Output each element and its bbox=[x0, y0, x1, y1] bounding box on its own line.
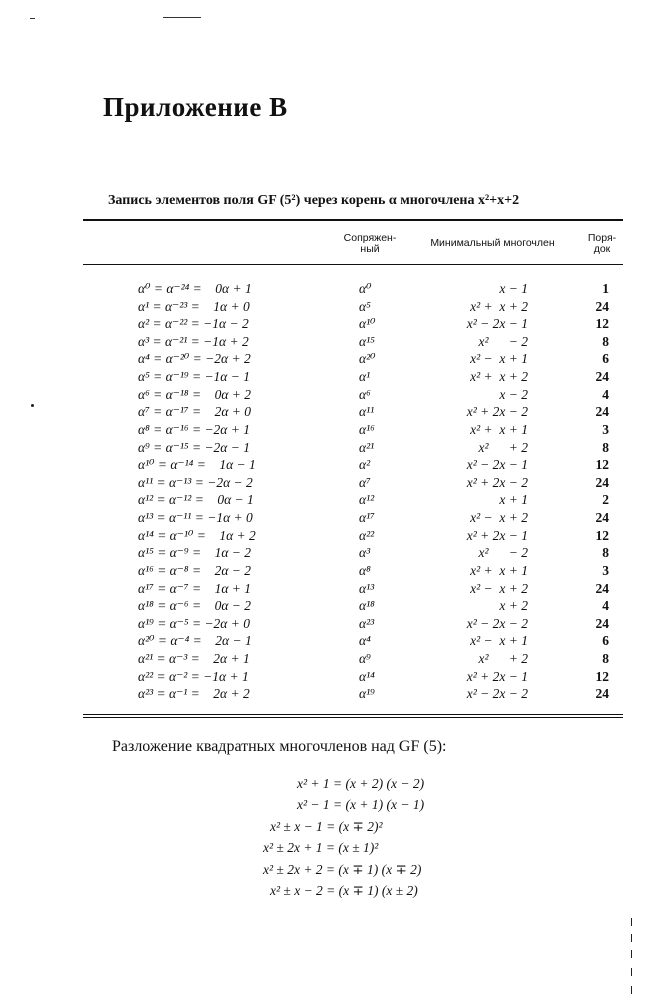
table-row bbox=[0, 439, 660, 457]
polynomial-cell: x² + x + 2 bbox=[470, 369, 528, 385]
table-row bbox=[0, 491, 660, 509]
table-row bbox=[0, 386, 660, 404]
element-cell: α⁹ = α⁻¹⁵ = −2α − 1 bbox=[138, 439, 251, 455]
order-cell: 2 bbox=[602, 492, 609, 508]
order-cell: 24 bbox=[595, 404, 609, 420]
element-cell: α¹³ = α⁻¹¹ = −1α + 0 bbox=[138, 510, 253, 526]
element-cell: α⁰ = α⁻²⁴ = 0α + 1 bbox=[138, 281, 252, 296]
conjugate-cell: α⁰ bbox=[359, 281, 372, 296]
order-cell: 3 bbox=[602, 421, 609, 437]
polynomial-cell: x² − 2x − 2 bbox=[466, 686, 528, 702]
order-cell: 24 bbox=[595, 615, 609, 631]
scan-mark bbox=[163, 17, 201, 18]
element-cell: α²⁰ = α⁻⁴ = 2α − 1 bbox=[138, 633, 252, 649]
header-conjugate-line1: Сопряжен- bbox=[343, 232, 397, 244]
conjugate-cell: α¹⁶ bbox=[359, 421, 375, 437]
polynomial-cell: x² + 2 bbox=[478, 651, 528, 667]
order-cell: 12 bbox=[595, 316, 609, 332]
scan-mark bbox=[631, 968, 632, 976]
polynomial-cell: x² + 2x − 2 bbox=[466, 404, 528, 420]
order-cell: 4 bbox=[602, 386, 609, 402]
table-row bbox=[0, 280, 660, 298]
scan-mark bbox=[30, 18, 35, 19]
polynomial-cell: x² − 2x − 1 bbox=[466, 316, 528, 332]
scan-mark bbox=[631, 918, 632, 926]
header-order-line2: док bbox=[593, 243, 611, 255]
order-cell: 24 bbox=[595, 369, 609, 385]
factorization-equation: x² ± x − 2 = (x ∓ 1) (x ± 2) bbox=[270, 883, 418, 898]
table-row bbox=[0, 368, 660, 386]
order-cell: 12 bbox=[595, 457, 609, 473]
conjugate-cell: α²¹ bbox=[359, 439, 375, 455]
table-row bbox=[0, 562, 660, 580]
polynomial-cell: x² + 2x − 1 bbox=[466, 527, 528, 543]
polynomial-cell: x² + 2 bbox=[478, 439, 528, 455]
header-minimal-polynomial: Минимальный многочлен bbox=[430, 237, 555, 249]
order-cell: 6 bbox=[602, 351, 609, 367]
table-row bbox=[0, 685, 660, 703]
element-cell: α⁷ = α⁻¹⁷ = 2α + 0 bbox=[138, 404, 252, 420]
element-cell: α¹² = α⁻¹² = 0α − 1 bbox=[138, 492, 254, 508]
order-cell: 24 bbox=[595, 298, 609, 314]
table-row bbox=[0, 509, 660, 527]
table-row bbox=[0, 597, 660, 615]
element-cell: α¹⁴ = α⁻¹⁰ = 1α + 2 bbox=[138, 527, 256, 543]
element-cell: α¹¹ = α⁻¹³ = −2α − 2 bbox=[138, 474, 253, 490]
polynomial-cell: x − 2 bbox=[499, 386, 528, 402]
order-cell: 24 bbox=[595, 580, 609, 596]
order-cell: 12 bbox=[595, 668, 609, 684]
conjugate-cell: α¹⁰ bbox=[359, 316, 376, 332]
conjugate-cell: α¹⁷ bbox=[359, 510, 375, 526]
element-cell: α²³ = α⁻¹ = 2α + 2 bbox=[138, 686, 250, 702]
polynomial-cell: x² + 2x − 2 bbox=[466, 474, 528, 490]
polynomial-cell: x² − x + 2 bbox=[470, 510, 528, 526]
conjugate-cell: α²⁰ bbox=[359, 351, 376, 367]
element-cell: α³ = α⁻²¹ = −1α + 2 bbox=[138, 333, 249, 349]
conjugate-cell: α⁵ bbox=[359, 298, 371, 314]
header-conjugate bbox=[335, 233, 405, 255]
conjugate-cell: α²³ bbox=[359, 615, 375, 631]
header-order-line1: Поря- bbox=[587, 232, 617, 244]
polynomial-cell: x² − x + 2 bbox=[470, 580, 528, 596]
order-cell: 24 bbox=[595, 474, 609, 490]
table-row bbox=[0, 403, 660, 421]
table-row bbox=[0, 615, 660, 633]
table-row bbox=[0, 474, 660, 492]
conjugate-cell: α⁶ bbox=[359, 386, 371, 402]
conjugate-cell: α³ bbox=[359, 545, 371, 561]
table-header-rule bbox=[83, 264, 623, 265]
table-bottom-rule bbox=[83, 714, 623, 715]
table-top-rule bbox=[83, 219, 623, 221]
conjugate-cell: α¹⁴ bbox=[359, 668, 375, 684]
polynomial-cell: x² + 2x − 1 bbox=[466, 668, 528, 684]
table-row bbox=[0, 421, 660, 439]
table-row bbox=[0, 650, 660, 668]
factorization-heading: Разложение квадратных многочленов над GF (5): bbox=[112, 738, 447, 755]
polynomial-cell: x + 2 bbox=[499, 598, 528, 614]
element-cell: α²¹ = α⁻³ = 2α + 1 bbox=[138, 651, 250, 667]
polynomial-cell: x² + x + 2 bbox=[470, 298, 528, 314]
table-row bbox=[0, 315, 660, 333]
scan-mark bbox=[631, 986, 632, 994]
polynomial-cell: x² − 2 bbox=[478, 333, 528, 349]
element-cell: α¹⁷ = α⁻⁷ = 1α + 1 bbox=[138, 580, 252, 596]
conjugate-cell: α⁸ bbox=[359, 562, 371, 578]
factorization-equation: x² − 1 = (x + 1) (x − 1) bbox=[297, 797, 425, 812]
conjugate-cell: α⁷ bbox=[359, 474, 371, 490]
conjugate-cell: α¹⁸ bbox=[359, 598, 375, 614]
element-cell: α¹⁹ = α⁻⁵ = −2α + 0 bbox=[138, 615, 251, 631]
table-row bbox=[0, 527, 660, 545]
conjugate-cell: α² bbox=[359, 457, 371, 473]
element-cell: α⁵ = α⁻¹⁹ = −1α − 1 bbox=[138, 369, 251, 385]
table-row bbox=[0, 544, 660, 562]
header-conjugate-line2: ный bbox=[360, 243, 380, 255]
conjugate-cell: α¹⁵ bbox=[359, 333, 375, 349]
chapter-title: Приложение B bbox=[103, 92, 288, 122]
conjugate-cell: α¹ bbox=[359, 369, 371, 385]
order-cell: 12 bbox=[595, 527, 609, 543]
conjugate-cell: α²² bbox=[359, 527, 375, 543]
polynomial-cell: x² − 2 bbox=[478, 545, 528, 561]
scan-mark bbox=[631, 950, 632, 958]
polynomial-cell: x² − x + 1 bbox=[470, 351, 528, 367]
order-cell: 24 bbox=[595, 510, 609, 526]
element-cell: α¹⁶ = α⁻⁸ = 2α − 2 bbox=[138, 562, 252, 578]
order-cell: 6 bbox=[602, 633, 609, 649]
factorization-equation: x² ± x − 1 = (x ∓ 2)² bbox=[270, 819, 383, 834]
table-row bbox=[0, 456, 660, 474]
header-order bbox=[578, 233, 626, 255]
table-row bbox=[0, 668, 660, 686]
table-row bbox=[0, 350, 660, 368]
conjugate-cell: α⁹ bbox=[359, 651, 371, 667]
order-cell: 3 bbox=[602, 562, 609, 578]
order-cell: 8 bbox=[602, 333, 609, 349]
polynomial-cell: x² + x + 1 bbox=[470, 562, 528, 578]
table-bottom-rule bbox=[83, 717, 623, 718]
table-row bbox=[0, 580, 660, 598]
order-cell: 1 bbox=[602, 281, 609, 296]
conjugate-cell: α¹⁹ bbox=[359, 686, 375, 702]
factorization-equation: x² ± 2x + 1 = (x ± 1)² bbox=[263, 840, 379, 855]
element-cell: α⁴ = α⁻²⁰ = −2α + 2 bbox=[138, 351, 251, 367]
order-cell: 8 bbox=[602, 545, 609, 561]
table-row bbox=[0, 333, 660, 351]
order-cell: 4 bbox=[602, 598, 609, 614]
polynomial-cell: x² − x + 1 bbox=[470, 633, 528, 649]
polynomial-cell: x² + x + 1 bbox=[470, 421, 528, 437]
conjugate-cell: α¹² bbox=[359, 492, 375, 508]
element-cell: α² = α⁻²² = −1α − 2 bbox=[138, 316, 249, 332]
element-cell: α²² = α⁻² = −1α + 1 bbox=[138, 668, 249, 684]
scan-mark bbox=[631, 934, 632, 942]
element-cell: α⁸ = α⁻¹⁶ = −2α + 1 bbox=[138, 421, 251, 437]
element-cell: α¹⁰ = α⁻¹⁴ = 1α − 1 bbox=[138, 457, 256, 473]
conjugate-cell: α¹¹ bbox=[359, 404, 375, 420]
polynomial-cell: x² − 2x − 1 bbox=[466, 457, 528, 473]
polynomial-cell: x + 1 bbox=[499, 492, 528, 508]
element-cell: α¹ = α⁻²³ = 1α + 0 bbox=[138, 298, 250, 314]
factorization-equation: x² + 1 = (x + 2) (x − 2) bbox=[297, 776, 425, 791]
conjugate-cell: α⁴ bbox=[359, 633, 371, 649]
factorization-equation: x² ± 2x + 2 = (x ∓ 1) (x ∓ 2) bbox=[263, 862, 422, 877]
element-cell: α¹⁵ = α⁻⁹ = 1α − 2 bbox=[138, 545, 252, 561]
order-cell: 24 bbox=[595, 686, 609, 702]
table-caption: Запись элементов поля GF (5²) через корень α многочлена x²+x+2 bbox=[108, 193, 520, 208]
polynomial-cell: x² − 2x − 2 bbox=[466, 615, 528, 631]
polynomial-cell: x − 1 bbox=[499, 281, 528, 296]
element-cell: α¹⁸ = α⁻⁶ = 0α − 2 bbox=[138, 598, 252, 614]
conjugate-cell: α¹³ bbox=[359, 580, 375, 596]
table-row bbox=[0, 632, 660, 650]
order-cell: 8 bbox=[602, 439, 609, 455]
element-cell: α⁶ = α⁻¹⁸ = 0α + 2 bbox=[138, 386, 252, 402]
table-row bbox=[0, 298, 660, 316]
order-cell: 8 bbox=[602, 651, 609, 667]
